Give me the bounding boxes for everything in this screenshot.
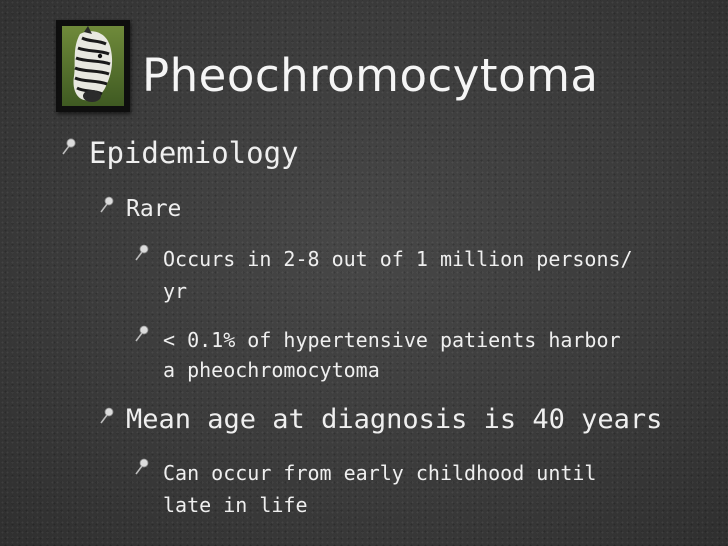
pushpin-bullet-icon [133,324,151,344]
bullet-childhood-line1: Can occur from early childhood until [163,461,597,485]
bullet-occurs-line1: Occurs in 2-8 out of 1 million persons/ [163,247,633,271]
bullet-mean-age: Mean age at diagnosis is 40 years [126,404,663,435]
bullet-childhood-line2: late in life [163,493,308,517]
pushpin-bullet-icon [98,406,116,426]
slide-title: Pheochromocytoma [142,49,599,102]
bullet-rare: Rare [126,196,182,222]
pushpin-bullet-icon [60,137,78,157]
pushpin-bullet-icon [133,457,151,477]
bullet-occurs-line2: yr [163,279,188,303]
pushpin-bullet-icon [133,243,151,263]
zebra-image [62,26,124,106]
zebra-photo [56,20,130,112]
bullet-epidemiology: Epidemiology [89,136,299,170]
bullet-hypertensive-line2: a pheochromocytoma [163,358,380,382]
pushpin-bullet-icon [98,195,116,215]
bullet-hypertensive-line1: < 0.1% of hypertensive patients harbor [163,328,621,352]
